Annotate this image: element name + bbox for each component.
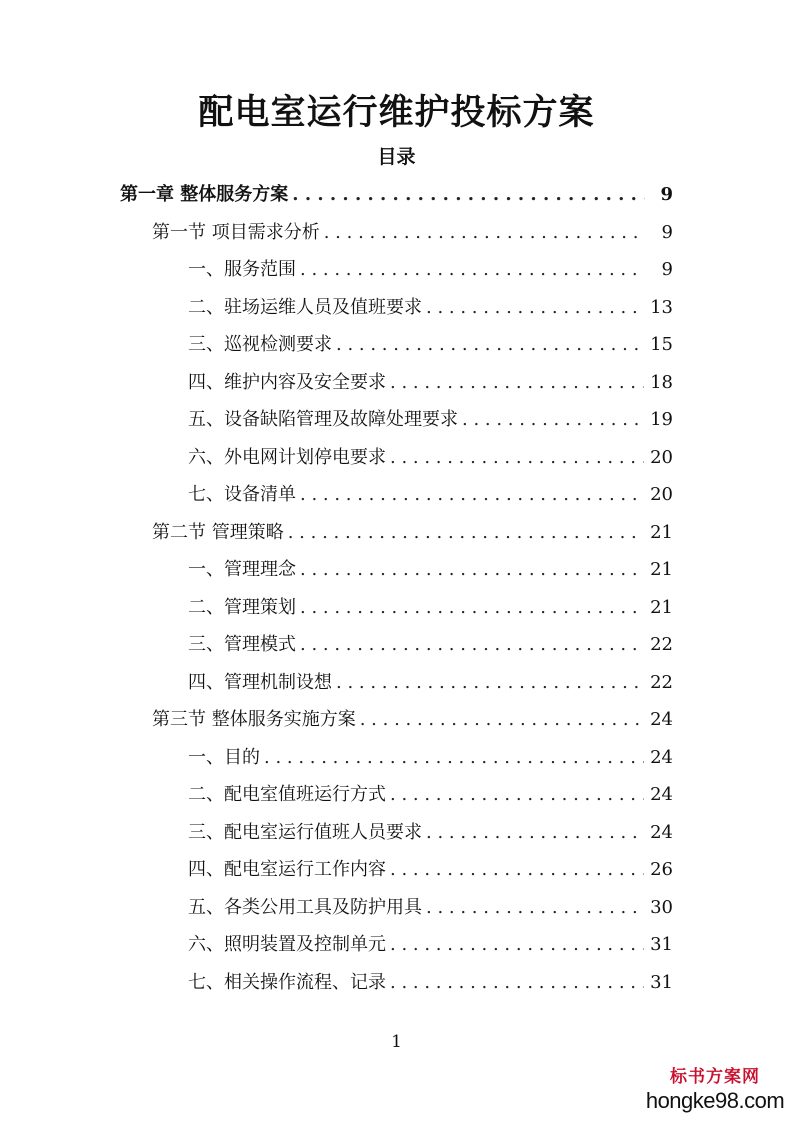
toc-entry-label: 第二节 管理策略 bbox=[152, 521, 284, 543]
toc-entry[interactable] bbox=[188, 401, 673, 438]
toc-entry-page: 13 bbox=[650, 296, 673, 318]
toc-entry-label: 三、管理模式 bbox=[188, 634, 296, 655]
toc-entry-label: 一、管理理念 bbox=[188, 559, 296, 580]
toc-dot-leader bbox=[300, 626, 644, 663]
toc-entry-label: 六、外电网计划停电要求 bbox=[188, 446, 386, 468]
toc-entry-label: 四、维护内容及安全要求 bbox=[188, 371, 386, 393]
toc-entry-page: 24 bbox=[650, 821, 673, 843]
toc-entry-page: 19 bbox=[650, 409, 673, 430]
toc-dot-leader bbox=[390, 364, 644, 401]
toc-entry-page: 24 bbox=[650, 709, 673, 730]
toc-entry-label: 四、管理机制设想 bbox=[188, 671, 332, 693]
toc-entry-page: 21 bbox=[650, 596, 673, 618]
toc-entry-page: 30 bbox=[650, 896, 673, 918]
toc-entry-page: 18 bbox=[650, 371, 673, 393]
toc-dot-leader bbox=[300, 476, 644, 513]
toc-entry-label: 第一章 整体服务方案 bbox=[120, 184, 289, 205]
toc-entry-page: 9 bbox=[660, 184, 673, 205]
toc-dot-leader bbox=[264, 739, 644, 776]
toc-entry[interactable] bbox=[188, 551, 673, 588]
watermark-site-name: 标书方案网 bbox=[670, 1067, 760, 1087]
toc-entry-page: 26 bbox=[650, 859, 673, 880]
toc-entry[interactable] bbox=[152, 701, 673, 738]
toc-entry[interactable] bbox=[188, 664, 673, 701]
toc-entry-label: 七、设备清单 bbox=[188, 484, 296, 505]
toc-entry[interactable] bbox=[188, 776, 673, 813]
toc-dot-leader bbox=[336, 326, 644, 363]
toc-entry-label: 三、巡视检测要求 bbox=[188, 334, 332, 355]
toc-dot-leader bbox=[292, 176, 645, 213]
watermark-url: hongke98.com bbox=[645, 1088, 785, 1113]
toc-entry-page: 15 bbox=[650, 334, 673, 355]
toc-entry[interactable] bbox=[188, 739, 673, 776]
toc-entry-label: 一、服务范围 bbox=[188, 259, 296, 280]
toc-entry[interactable] bbox=[152, 214, 673, 251]
toc-entry[interactable] bbox=[188, 926, 673, 963]
toc-entry-page: 9 bbox=[661, 221, 673, 243]
toc-entry-label: 第三节 整体服务实施方案 bbox=[152, 709, 356, 730]
toc-heading: 目录 bbox=[377, 146, 416, 168]
toc-entry-page: 21 bbox=[650, 559, 673, 580]
toc-dot-leader bbox=[360, 701, 644, 738]
toc-entry-label: 二、管理策划 bbox=[188, 596, 296, 618]
page-number: 1 bbox=[391, 1032, 402, 1052]
toc-entry[interactable] bbox=[188, 326, 673, 363]
toc-entry[interactable] bbox=[188, 476, 673, 513]
toc-entry-page: 24 bbox=[650, 784, 673, 805]
toc-entry[interactable] bbox=[188, 589, 673, 626]
toc-entry-label: 二、驻场运维人员及值班要求 bbox=[188, 296, 422, 318]
toc-entry[interactable] bbox=[188, 289, 673, 326]
toc-entry[interactable] bbox=[188, 364, 673, 401]
toc-entry-label: 四、配电室运行工作内容 bbox=[188, 859, 386, 880]
toc-dot-leader bbox=[300, 251, 645, 288]
toc-entry[interactable] bbox=[188, 251, 673, 288]
toc-dot-leader bbox=[390, 926, 644, 963]
toc-dot-leader bbox=[390, 851, 644, 888]
toc-dot-leader bbox=[390, 439, 644, 476]
toc-dot-leader bbox=[288, 514, 644, 551]
toc-dot-leader bbox=[300, 551, 644, 588]
toc-entry-label: 一、目的 bbox=[188, 746, 260, 768]
toc-entry-label: 七、相关操作流程、记录 bbox=[188, 971, 386, 993]
site-watermark bbox=[640, 1066, 790, 1114]
toc-entry[interactable] bbox=[120, 176, 673, 213]
toc-dot-leader bbox=[390, 776, 644, 813]
toc-entry-page: 22 bbox=[650, 671, 673, 693]
toc-entry-label: 六、照明装置及控制单元 bbox=[188, 934, 386, 955]
toc-dot-leader bbox=[462, 401, 644, 438]
toc-dot-leader bbox=[426, 814, 644, 851]
toc-dot-leader bbox=[324, 214, 645, 251]
toc-dot-leader bbox=[300, 589, 644, 626]
toc-entry-page: 24 bbox=[650, 746, 673, 768]
toc-dot-leader bbox=[426, 289, 644, 326]
toc-entry-label: 第一节 项目需求分析 bbox=[152, 221, 320, 243]
toc-entry-page: 20 bbox=[650, 484, 673, 505]
toc-entry[interactable] bbox=[152, 514, 673, 551]
toc-entry-page: 21 bbox=[650, 521, 673, 543]
toc-entry-label: 三、配电室运行值班人员要求 bbox=[188, 821, 422, 843]
toc-entry-page: 20 bbox=[650, 446, 673, 468]
toc-entry[interactable] bbox=[188, 964, 673, 1001]
toc-entry-page: 22 bbox=[650, 634, 673, 655]
toc-entry-page: 31 bbox=[650, 934, 673, 955]
toc-entry[interactable] bbox=[188, 889, 673, 926]
toc-entry[interactable] bbox=[188, 851, 673, 888]
toc-entry-page: 9 bbox=[661, 259, 673, 280]
toc-dot-leader bbox=[390, 964, 644, 1001]
toc-entry-label: 五、各类公用工具及防护用具 bbox=[188, 896, 422, 918]
toc-entry-label: 五、设备缺陷管理及故障处理要求 bbox=[188, 409, 458, 430]
toc-dot-leader bbox=[426, 889, 644, 926]
toc-dot-leader bbox=[336, 664, 644, 701]
toc-entry[interactable] bbox=[188, 439, 673, 476]
toc-entry[interactable] bbox=[188, 814, 673, 851]
toc-entry-page: 31 bbox=[650, 971, 673, 993]
document-title: 配电室运行维护投标方案 bbox=[198, 92, 595, 133]
toc-entry-label: 二、配电室值班运行方式 bbox=[188, 784, 386, 805]
toc-entry[interactable] bbox=[188, 626, 673, 663]
